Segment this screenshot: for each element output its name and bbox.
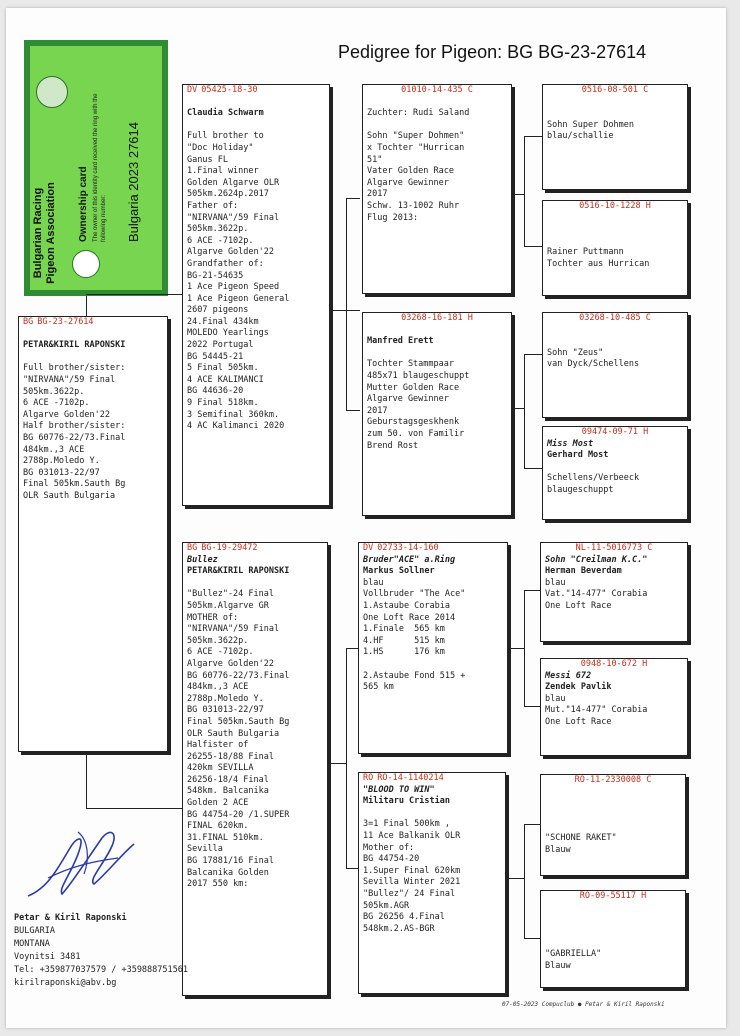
pedigree-line <box>23 352 163 364</box>
pedigree-line: 420km SEVILLA <box>187 763 254 774</box>
connector-line <box>346 198 347 410</box>
pedigree-line: 485x71 blaugeschuppt <box>367 370 470 381</box>
pedigree-line: Sevilla <box>187 844 223 855</box>
pedigree-line: blau <box>363 577 384 588</box>
pedigree-line: BG 44754-20 /1.SUPER <box>187 809 290 820</box>
pedigree-line <box>187 120 325 132</box>
pedigree-line: 5 Final 505km. <box>187 363 259 374</box>
pedigree-line: 26256-18/4 Final <box>187 774 269 785</box>
grandsire-maternal-details <box>359 555 507 694</box>
subject-details <box>19 329 167 503</box>
pedigree-line: Final 505km.Sauth Bg <box>187 716 290 727</box>
great-grandparent-ring: 0948-10-672 H <box>580 659 648 669</box>
connector-line <box>524 136 525 246</box>
pedigree-line: Algarve Golden'22 <box>23 409 110 420</box>
pedigree-line <box>187 97 325 109</box>
pedigree-line: BG 44636-20 <box>187 386 244 397</box>
pedigree-line: blau <box>545 577 566 588</box>
pedigree-line: "Bullez"/ 24 Final <box>363 888 456 899</box>
great-grandparent-details <box>543 213 687 271</box>
pedigree-line <box>547 325 683 337</box>
pedigree-line: blaugeschuppt <box>547 484 614 495</box>
owner-name: Petar & Kiril Raponski <box>14 913 127 923</box>
pedigree-line: FINAL 620km. <box>187 821 249 832</box>
pedigree-line: 1.Astaube Corabia <box>363 600 450 611</box>
owner-country: BULGARIA <box>14 926 55 936</box>
pedigree-line: BG 44754-20 <box>363 854 420 865</box>
pedigree-line: BG-21-54635 <box>187 270 244 281</box>
pedigree-line: 548km. Balcanika <box>187 786 269 797</box>
pedigree-line <box>545 937 681 949</box>
pedigree-line: 2788p.Moledo Y. <box>23 456 100 467</box>
pedigree-line <box>547 213 683 225</box>
great-grandparent-details <box>541 903 685 973</box>
pedigree-line: BG 031013-22/97 <box>187 705 264 716</box>
pedigree-line <box>545 810 681 822</box>
pedigree-line: PETAR&KIRIL RAPONSKI <box>23 340 126 351</box>
great-grandparent-ring: RO-09-55117 H <box>579 891 647 901</box>
pedigree-line: 3 Semifinal 360km. <box>187 409 280 420</box>
owner-email: kirilraponski@abv.bg <box>14 978 117 988</box>
pedigree-line: 2788p.Moledo Y. <box>187 693 264 704</box>
pedigree-line: Full brother/sister: <box>23 363 126 374</box>
great-grandparent-box <box>540 542 688 642</box>
card-ring-number: Bulgaria 2023 27614 <box>126 122 141 242</box>
pedigree-line: 6 ACE -7102p. <box>187 647 254 658</box>
granddam-paternal-box <box>362 312 512 516</box>
card-type: Ownership card <box>78 166 89 242</box>
pedigree-line <box>545 914 681 926</box>
pedigree-line: blau/schallie <box>547 131 614 142</box>
granddam-maternal-details <box>359 785 505 936</box>
pedigree-line: 548km.2.AS-BGR <box>363 923 435 934</box>
pedigree-line: 1 Ace Pigeon Speed <box>187 282 280 293</box>
pedigree-line <box>367 325 507 337</box>
great-grandparent-ring: 0516-10-1228 H <box>579 201 651 211</box>
pedigree-line: "BLOOD TO WIN" <box>363 784 435 795</box>
pedigree-line: Halfister of <box>187 740 249 751</box>
pedigree-line: 505km.3622p. <box>187 224 249 235</box>
pedigree-line <box>547 224 683 236</box>
pedigree-line: Gerhard Most <box>547 450 609 461</box>
pedigree-line: One Loft Race <box>545 600 612 611</box>
pedigree-line: Miss Most <box>547 438 594 449</box>
connector-line <box>508 878 524 879</box>
pedigree-line: Golden 2 ACE <box>187 798 249 809</box>
pedigree-line: Bruder"ACE" a.Ring <box>363 554 456 565</box>
pedigree-line: "GABRIELLA" <box>545 948 602 959</box>
pedigree-line: 1 Ace Pigeon General <box>187 293 290 304</box>
great-grandparent-ring: 03268-10-485 C <box>579 313 651 323</box>
pedigree-line: van Dyck/Schellens <box>547 359 640 370</box>
handwritten-signature <box>18 818 158 908</box>
pedigree-line <box>363 659 503 671</box>
pedigree-line: Algarve Golden'22 <box>187 658 274 669</box>
pedigree-line: "Doc Holiday" <box>187 142 254 153</box>
pedigree-line: blau <box>545 693 566 704</box>
pedigree-line: 1.Super Final 620km <box>363 865 461 876</box>
pedigree-line: Golden Algarve OLR <box>187 177 280 188</box>
connector-line <box>346 648 347 868</box>
sire-header: DV 05425-18-30 <box>187 85 258 95</box>
connector-line <box>524 468 542 469</box>
pedigree-line: MOTHER of: <box>187 612 239 623</box>
connector-line <box>524 354 542 355</box>
pedigree-line: Manfred Erett <box>367 336 434 347</box>
grandsire-paternal-details <box>363 97 511 225</box>
pedigree-line: 484km.,3 ACE <box>187 682 249 693</box>
subject-box <box>18 316 168 752</box>
owner-region: MONTANA <box>14 939 50 949</box>
pedigree-line: 4 ACE KALIMANCI <box>187 374 264 385</box>
great-grandparent-details <box>541 787 685 857</box>
pedigree-line: 51" <box>367 154 383 165</box>
footer-text: 07-05-2023 Compuclub ● Petar & Kiril Raponski <box>502 1001 665 1008</box>
sire-details <box>183 97 329 433</box>
owner-info <box>14 912 188 990</box>
connector-line <box>330 310 360 311</box>
pedigree-line: Tochter aus Hurrican <box>547 258 650 269</box>
pedigree-line: Blauw <box>545 960 571 971</box>
pedigree-line: 505km.2624p.2017 <box>187 189 269 200</box>
great-grandparent-details <box>543 439 687 497</box>
pedigree-line: 565 km <box>363 682 394 693</box>
association-name: Bulgarian Racing Pigeon Association <box>32 182 57 284</box>
grandsire-maternal-box <box>358 542 508 754</box>
pedigree-line: Ganus FL <box>187 154 228 165</box>
pedigree-line: Vollbruder "The Ace" <box>363 589 466 600</box>
pedigree-line: Herman Beverdam <box>545 566 622 577</box>
pedigree-line: Mut."14-477" Corabia <box>545 705 648 716</box>
pigeon-logo-icon <box>36 76 68 108</box>
pedigree-line: Balcanika Golden <box>187 867 269 878</box>
pedigree-line: 1.Final winner <box>187 166 259 177</box>
great-grandparent-details <box>543 325 687 371</box>
pedigree-line: 2022 Portugal <box>187 340 254 351</box>
pedigree-line: x Tochter "Hurrican <box>367 142 465 153</box>
pedigree-line <box>547 462 683 474</box>
pedigree-line: Sevilla Winter 2021 <box>363 877 461 888</box>
pedigree-line: Sohn Super Dohmen <box>547 119 634 130</box>
pedigree-line: "NIRVANA"/59 Final <box>187 212 280 223</box>
connector-line <box>86 296 87 316</box>
dam-header: BG BG-19-29472 <box>187 543 258 553</box>
pedigree-line: Sohn "Super Dohmen" <box>367 131 465 142</box>
pedigree-line: 2017 <box>367 405 388 416</box>
connector-line <box>346 410 360 411</box>
pedigree-line <box>363 808 501 820</box>
pedigree-line: Militaru Cristian <box>363 796 450 807</box>
pedigree-line: One Loft Race <box>545 716 612 727</box>
pedigree-line: MOLEDO Yearlings <box>187 328 269 339</box>
pedigree-line: 3=1 Final 500km , <box>363 819 450 830</box>
pedigree-line: "Bullez"-24 Final <box>187 589 274 600</box>
pedigree-line: BG 17881/16 Final <box>187 856 274 867</box>
granddam-maternal-header: RO RO-14-1140214 <box>363 773 444 783</box>
grandsire-paternal-box <box>362 84 512 294</box>
pedigree-line <box>367 97 507 109</box>
great-grandparent-ring: 0516-08-501 C <box>581 85 649 95</box>
pedigree-line: 2017 <box>367 189 388 200</box>
great-grandparent-details <box>541 671 687 729</box>
pedigree-line: Flug 2013: <box>367 212 419 223</box>
pedigree-line: Mother of: <box>363 842 415 853</box>
great-grandparent-box <box>540 774 686 876</box>
great-grandparent-details <box>541 555 687 613</box>
pedigree-line <box>545 926 681 938</box>
great-grandparent-ring: 09474-09-71 H <box>581 427 649 437</box>
pedigree-sheet <box>6 8 726 1028</box>
pedigree-line: Rainer Puttmann <box>547 247 624 258</box>
great-grandparent-ring: NL-11-5016773 C <box>575 543 653 553</box>
connector-line <box>524 246 542 247</box>
pedigree-line: 4 AC Kalimanci 2020 <box>187 421 285 432</box>
connector-line <box>514 194 524 195</box>
pedigree-line: Full brother to <box>187 131 264 142</box>
pedigree-line <box>23 329 163 341</box>
pedigree-line: 505km.Algarve GR <box>187 600 269 611</box>
pedigree-line: Sohn "Zeus" <box>547 347 604 358</box>
pedigree-line: "NIRVANA"/59 Final <box>23 374 116 385</box>
pedigree-line: 2607 pigeons <box>187 305 249 316</box>
great-grandparent-box <box>542 200 688 296</box>
pedigree-line <box>545 787 681 799</box>
connector-line <box>510 648 524 649</box>
pedigree-line: Geburstagsgeskhenk <box>367 417 460 428</box>
pedigree-line: 24.Final 434km <box>187 316 259 327</box>
pedigree-line: Claudia Schwarm <box>187 108 264 119</box>
connector-line <box>514 408 524 409</box>
great-grandparent-box <box>542 426 688 520</box>
pedigree-line: Algarve Golden'22 <box>187 247 274 258</box>
pedigree-line: Blauw <box>545 844 571 855</box>
pedigree-line: zum 50. von Familir <box>367 428 465 439</box>
pedigree-line: Schellens/Verbeeck <box>547 473 640 484</box>
pedigree-line: 6 ACE -7102p. <box>23 398 90 409</box>
pedigree-line: Final 505km.Sauth Bg <box>23 479 126 490</box>
pedigree-line: Schw. 13-1002 Ruhr <box>367 200 460 211</box>
pedigree-line <box>367 120 507 132</box>
pedigree-line <box>367 348 507 360</box>
card-description: The owner of this identity card received the ring with the following number: <box>93 93 107 242</box>
dam-details <box>183 555 327 891</box>
pedigree-line: Vater Golden Race <box>367 166 454 177</box>
connector-line <box>86 808 182 809</box>
grandsire-paternal-header: 01010-14-435 C <box>401 85 473 95</box>
owner-address: Voynitsi 3481 <box>14 952 81 962</box>
pedigree-line: 1.HS 176 km <box>363 647 445 658</box>
pedigree-line: 31.FINAL 510km. <box>187 832 264 843</box>
connector-line <box>346 198 360 199</box>
pedigree-line: BG 60776-22/73.Final <box>187 670 290 681</box>
pedigree-line: 9 Final 518km. <box>187 398 259 409</box>
pedigree-line: 4.HF 515 km <box>363 635 445 646</box>
connector-line <box>86 752 87 808</box>
association-seal-icon <box>72 250 100 278</box>
dam-box <box>182 542 328 996</box>
pedigree-line: PETAR&KIRIL RAPONSKI <box>187 566 290 577</box>
great-grandparent-ring: RO-11-2330008 C <box>574 775 652 785</box>
pedigree-line <box>187 578 323 590</box>
connector-line <box>524 824 525 938</box>
pedigree-line: BG 26256 4.Final <box>363 912 445 923</box>
pedigree-line: Algarve Gewinner <box>367 394 449 405</box>
great-grandparent-details <box>543 97 687 143</box>
pedigree-line: Zendek Pavlik <box>545 682 612 693</box>
pedigree-line: 26255-18/88 Final <box>187 751 274 762</box>
pedigree-line: Bullez <box>187 554 218 565</box>
pedigree-line: Messi 672 <box>545 670 592 681</box>
great-grandparent-box <box>540 658 688 756</box>
pedigree-line: 2017 550 km: <box>187 879 249 890</box>
connector-line <box>328 763 346 764</box>
page-title: Pedigree for Pigeon: BG BG-23-27614 <box>338 42 647 62</box>
ownership-card-inner <box>30 46 162 290</box>
granddam-paternal-details <box>363 325 511 453</box>
owner-phone: Tel: +359877037579 / +359888751561 <box>14 965 188 975</box>
pedigree-line <box>545 903 681 915</box>
pedigree-line: 1.Finale 565 km <box>363 624 445 635</box>
granddam-maternal-box <box>358 772 506 994</box>
pedigree-line: Sohn "Creilman K.C." <box>545 554 648 565</box>
pedigree-line: Markus Sollner <box>363 566 435 577</box>
connector-line <box>86 294 182 295</box>
pedigree-line: Brend Rost <box>367 440 419 451</box>
pedigree-line: 505km.3622p. <box>23 386 85 397</box>
pedigree-line: Tochter Stammpaar <box>367 359 454 370</box>
pedigree-line: 2.Astaube Fond 515 + <box>363 670 466 681</box>
subject-header: BG BG-23-27614 <box>23 317 94 327</box>
pedigree-line: OLR Sauth Bulgaria <box>187 728 280 739</box>
sire-box <box>182 84 330 506</box>
pedigree-line <box>545 798 681 810</box>
pedigree-line: "NIRVANA"/59 Final <box>187 624 280 635</box>
pedigree-line: Vat."14-477" Corabia <box>545 589 648 600</box>
great-grandparent-box <box>542 84 688 190</box>
grandsire-maternal-header: DV 02733-14-160 <box>363 543 439 553</box>
granddam-paternal-header: 03268-16-181 H <box>401 313 473 323</box>
connector-line <box>524 590 525 706</box>
pedigree-line: BG 54445-21 <box>187 351 244 362</box>
pedigree-line: Zuchter: Rudi Saland <box>367 108 470 119</box>
pedigree-line: OLR Sauth Bulgaria <box>23 490 116 501</box>
pedigree-line: BG 60776-22/73.Final <box>23 432 126 443</box>
great-grandparent-box <box>540 890 686 988</box>
pedigree-line: Father of: <box>187 200 239 211</box>
pedigree-line: 6 ACE -7102p. <box>187 235 254 246</box>
pedigree-line <box>545 821 681 833</box>
pedigree-line: 505km.AGR <box>363 900 410 911</box>
pedigree-line <box>547 97 683 109</box>
great-grandparent-box <box>542 312 688 418</box>
pedigree-line: Grandfather of: <box>187 258 264 269</box>
connector-line <box>330 198 331 310</box>
pedigree-line: 505km.3622p. <box>187 635 249 646</box>
pedigree-line <box>547 236 683 248</box>
pedigree-line: 11 Ace Balkanik OLR <box>363 830 461 841</box>
pedigree-line: Algarve Gewinner <box>367 177 449 188</box>
pedigree-line: 484km.,3 ACE <box>23 444 85 455</box>
pedigree-line <box>547 108 683 120</box>
pedigree-line: One Loft Race 2014 <box>363 612 456 623</box>
pedigree-line: "SCHONE RAKET" <box>545 832 617 843</box>
pedigree-line <box>547 336 683 348</box>
connector-line <box>524 354 525 468</box>
connector-line <box>524 136 542 137</box>
pedigree-line: Mutter Golden Race <box>367 382 460 393</box>
pedigree-line: BG 031013-22/97 <box>23 467 100 478</box>
ownership-card-content <box>30 48 162 288</box>
pedigree-line: Half brother/sister: <box>23 421 126 432</box>
ownership-card <box>24 40 168 296</box>
